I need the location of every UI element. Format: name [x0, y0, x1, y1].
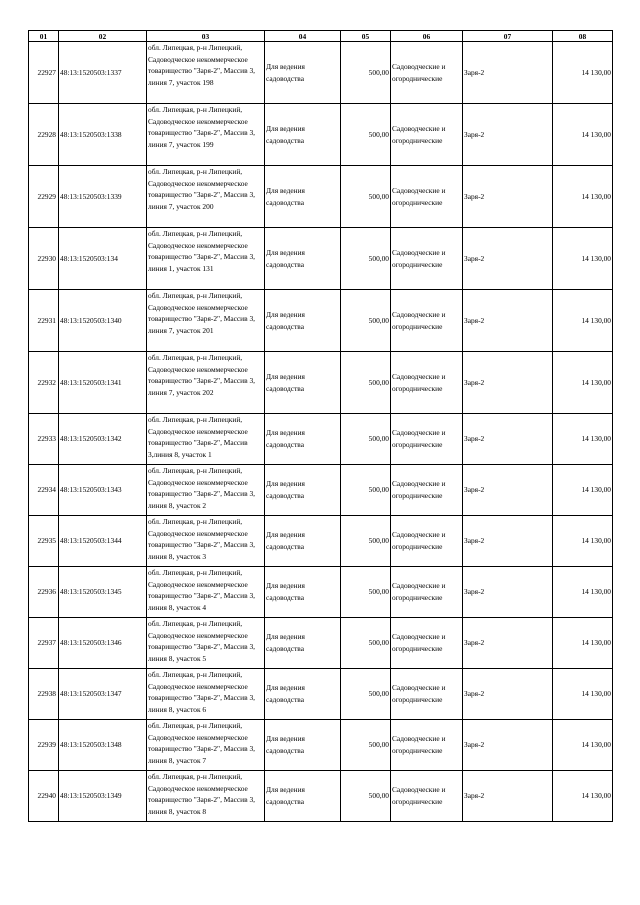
cell-cadastral-value: 14 130,00 — [553, 42, 613, 104]
cell-cadastral-number: 48:13:1520503:1349 — [59, 771, 147, 822]
cell-address — [147, 465, 265, 516]
cell-cadastral-value: 14 130,00 — [553, 104, 613, 166]
cell-category: Садоводческие и огороднические — [391, 290, 463, 352]
cell-permitted-use: Для ведения садоводства — [265, 618, 341, 669]
address-text: обл. Липецкая, р-н Липецкий, Садоводческое некоммерческое товарищество "Заря-2", Массив 3, линия 8, участок 5 — [148, 619, 256, 663]
table-row — [29, 166, 613, 228]
cell-cadastral-number: 48:13:1520503:1340 — [59, 290, 147, 352]
cell-cadastral-value: 14 130,00 — [553, 771, 613, 822]
cell-cadastral-number: 48:13:1520503:1344 — [59, 516, 147, 567]
cell-cadastral-value: 14 130,00 — [553, 567, 613, 618]
cell-permitted-use: Для ведения садоводства — [265, 414, 341, 465]
address-text: обл. Липецкая, р-н Липецкий, Садоводческое некоммерческое товарищество "Заря-2", Массив 3, линия 8, участок 4 — [148, 568, 256, 612]
cell-row-number: 22927 — [29, 42, 59, 104]
cell-cadastral-number: 48:13:1520503:134 — [59, 228, 147, 290]
cell-cadastral-value: 14 130,00 — [553, 166, 613, 228]
cell-address — [147, 567, 265, 618]
cell-zone: Заря-2 — [463, 516, 553, 567]
cell-permitted-use: Для ведения садоводства — [265, 567, 341, 618]
cell-address — [147, 414, 265, 465]
cell-category: Садоводческие и огороднические — [391, 104, 463, 166]
cell-row-number: 22931 — [29, 290, 59, 352]
table-row — [29, 465, 613, 516]
cell-cadastral-value: 14 130,00 — [553, 414, 613, 465]
cell-area: 500,00 — [341, 771, 391, 822]
table-row — [29, 516, 613, 567]
land-parcel-table — [28, 30, 613, 822]
address-text: обл. Липецкая, р-н Липецкий, Садоводческое некоммерческое товарищество "Заря-2", Массив 3, линия 8, участок 3 — [148, 517, 256, 561]
cell-zone: Заря-2 — [463, 104, 553, 166]
cell-cadastral-value: 14 130,00 — [553, 228, 613, 290]
cell-zone: Заря-2 — [463, 465, 553, 516]
column-header-02: 02 — [59, 31, 147, 42]
cell-address — [147, 104, 265, 166]
cell-cadastral-number: 48:13:1520503:1346 — [59, 618, 147, 669]
cell-cadastral-value: 14 130,00 — [553, 720, 613, 771]
cell-permitted-use: Для ведения садоводства — [265, 104, 341, 166]
cell-row-number: 22933 — [29, 414, 59, 465]
cell-cadastral-number: 48:13:1520503:1348 — [59, 720, 147, 771]
cell-permitted-use: Для ведения садоводства — [265, 228, 341, 290]
cell-area: 500,00 — [341, 516, 391, 567]
cell-category: Садоводческие и огороднические — [391, 669, 463, 720]
cell-category: Садоводческие и огороднические — [391, 771, 463, 822]
cell-permitted-use: Для ведения садоводства — [265, 290, 341, 352]
cell-area: 500,00 — [341, 669, 391, 720]
address-text: обл. Липецкая, р-н Липецкий, Садоводческое некоммерческое товарищество "Заря-2", Массив 3, линия 8, участок 6 — [148, 670, 256, 714]
cell-area: 500,00 — [341, 465, 391, 516]
column-header-08: 08 — [553, 31, 613, 42]
cell-address — [147, 618, 265, 669]
cell-cadastral-value: 14 130,00 — [553, 669, 613, 720]
cell-cadastral-number: 48:13:1520503:1341 — [59, 352, 147, 414]
cell-row-number: 22934 — [29, 465, 59, 516]
column-header-05: 05 — [341, 31, 391, 42]
column-header-06: 06 — [391, 31, 463, 42]
cell-category: Садоводческие и огороднические — [391, 567, 463, 618]
table-row — [29, 228, 613, 290]
cell-row-number: 22940 — [29, 771, 59, 822]
cell-permitted-use: Для ведения садоводства — [265, 166, 341, 228]
cell-row-number: 22928 — [29, 104, 59, 166]
cell-permitted-use: Для ведения садоводства — [265, 669, 341, 720]
cell-area: 500,00 — [341, 414, 391, 465]
cell-cadastral-number: 48:13:1520503:1343 — [59, 465, 147, 516]
cell-category: Садоводческие и огороднические — [391, 352, 463, 414]
table-row — [29, 352, 613, 414]
cell-category: Садоводческие и огороднические — [391, 720, 463, 771]
cell-area: 500,00 — [341, 42, 391, 104]
table-row — [29, 720, 613, 771]
cell-row-number: 22938 — [29, 669, 59, 720]
cell-address — [147, 720, 265, 771]
address-text: обл. Липецкая, р-н Липецкий, Садоводческое некоммерческое товарищество "Заря-2", Массив 3, линия 7, участок 198 — [148, 43, 256, 87]
cell-row-number: 22937 — [29, 618, 59, 669]
cell-address — [147, 166, 265, 228]
cell-category: Садоводческие и огороднические — [391, 414, 463, 465]
cell-zone: Заря-2 — [463, 42, 553, 104]
cell-zone: Заря-2 — [463, 669, 553, 720]
cell-zone: Заря-2 — [463, 228, 553, 290]
cell-permitted-use: Для ведения садоводства — [265, 42, 341, 104]
cell-area: 500,00 — [341, 290, 391, 352]
table-row — [29, 567, 613, 618]
cell-category: Садоводческие и огороднические — [391, 618, 463, 669]
cell-area: 500,00 — [341, 228, 391, 290]
cell-row-number: 22929 — [29, 166, 59, 228]
cell-permitted-use: Для ведения садоводства — [265, 720, 341, 771]
address-text: обл. Липецкая, р-н Липецкий, Садоводческое некоммерческое товарищество "Заря-2", Массив 3, линия 8, участок 7 — [148, 721, 256, 765]
cell-cadastral-value: 14 130,00 — [553, 618, 613, 669]
column-header-03: 03 — [147, 31, 265, 42]
table-row — [29, 104, 613, 166]
cell-row-number: 22935 — [29, 516, 59, 567]
cell-zone: Заря-2 — [463, 290, 553, 352]
cell-area: 500,00 — [341, 104, 391, 166]
column-header-01: 01 — [29, 31, 59, 42]
cell-address — [147, 352, 265, 414]
address-text: обл. Липецкая, р-н Липецкий, Садоводческое некоммерческое товарищество "Заря-2", Массив 3, линия 8, участок 2 — [148, 466, 256, 510]
cell-zone: Заря-2 — [463, 720, 553, 771]
cell-zone: Заря-2 — [463, 166, 553, 228]
address-text: обл. Липецкая, р-н Липецкий, Садоводческое некоммерческое товарищество "Заря-2", Массив 3, линия 8, участок 8 — [148, 772, 256, 816]
cell-row-number: 22930 — [29, 228, 59, 290]
cell-permitted-use: Для ведения садоводства — [265, 352, 341, 414]
cell-cadastral-number: 48:13:1520503:1339 — [59, 166, 147, 228]
cell-zone: Заря-2 — [463, 414, 553, 465]
cell-zone: Заря-2 — [463, 771, 553, 822]
cell-cadastral-number: 48:13:1520503:1337 — [59, 42, 147, 104]
cell-area: 500,00 — [341, 618, 391, 669]
cell-area: 500,00 — [341, 166, 391, 228]
cell-area: 500,00 — [341, 567, 391, 618]
cell-address — [147, 228, 265, 290]
cell-address — [147, 669, 265, 720]
cell-area: 500,00 — [341, 352, 391, 414]
table-row — [29, 414, 613, 465]
cell-cadastral-value: 14 130,00 — [553, 352, 613, 414]
cell-zone: Заря-2 — [463, 352, 553, 414]
cell-permitted-use: Для ведения садоводства — [265, 516, 341, 567]
cell-category: Садоводческие и огороднические — [391, 516, 463, 567]
address-text: обл. Липецкая, р-н Липецкий, Садоводческое некоммерческое товарищество "Заря-2", Массив 3, линия 7, участок 202 — [148, 353, 256, 397]
table-row — [29, 771, 613, 822]
cell-category: Садоводческие и огороднические — [391, 42, 463, 104]
cell-zone: Заря-2 — [463, 567, 553, 618]
address-text: обл. Липецкая, р-н Липецкий, Садоводческое некоммерческое товарищество "Заря-2", Массив 3, линия 7, участок 200 — [148, 167, 256, 211]
cell-cadastral-value: 14 130,00 — [553, 516, 613, 567]
cell-address — [147, 42, 265, 104]
table-row — [29, 618, 613, 669]
cell-category: Садоводческие и огороднические — [391, 166, 463, 228]
cell-cadastral-number: 48:13:1520503:1338 — [59, 104, 147, 166]
table-row — [29, 42, 613, 104]
cell-cadastral-number: 48:13:1520503:1342 — [59, 414, 147, 465]
cell-address — [147, 516, 265, 567]
cell-cadastral-number: 48:13:1520503:1345 — [59, 567, 147, 618]
cell-zone: Заря-2 — [463, 618, 553, 669]
column-header-07: 07 — [463, 31, 553, 42]
cell-category: Садоводческие и огороднические — [391, 228, 463, 290]
cell-address — [147, 290, 265, 352]
header-row — [29, 31, 613, 42]
cell-permitted-use: Для ведения садоводства — [265, 771, 341, 822]
cell-cadastral-value: 14 130,00 — [553, 465, 613, 516]
cell-category: Садоводческие и огороднические — [391, 465, 463, 516]
table-body — [29, 42, 613, 822]
cell-cadastral-number: 48:13:1520503:1347 — [59, 669, 147, 720]
cell-address — [147, 771, 265, 822]
cell-area: 500,00 — [341, 720, 391, 771]
cell-permitted-use: Для ведения садоводства — [265, 465, 341, 516]
address-text: обл. Липецкая, р-н Липецкий, Садоводческое некоммерческое товарищество "Заря-2", Массив 3,линия 8, участок 1 — [148, 415, 248, 459]
address-text: обл. Липецкая, р-н Липецкий, Садоводческое некоммерческое товарищество "Заря-2", Массив 3, линия 7, участок 199 — [148, 105, 256, 149]
address-text: обл. Липецкая, р-н Липецкий, Садоводческое некоммерческое товарищество "Заря-2", Массив 3, линия 1, участок 131 — [148, 229, 256, 273]
cell-row-number: 22932 — [29, 352, 59, 414]
cell-row-number: 22936 — [29, 567, 59, 618]
cell-row-number: 22939 — [29, 720, 59, 771]
table-row — [29, 290, 613, 352]
address-text: обл. Липецкая, р-н Липецкий, Садоводческое некоммерческое товарищество "Заря-2", Массив 3, линия 7, участок 201 — [148, 291, 256, 335]
cell-cadastral-value: 14 130,00 — [553, 290, 613, 352]
table-row — [29, 669, 613, 720]
column-header-04: 04 — [265, 31, 341, 42]
